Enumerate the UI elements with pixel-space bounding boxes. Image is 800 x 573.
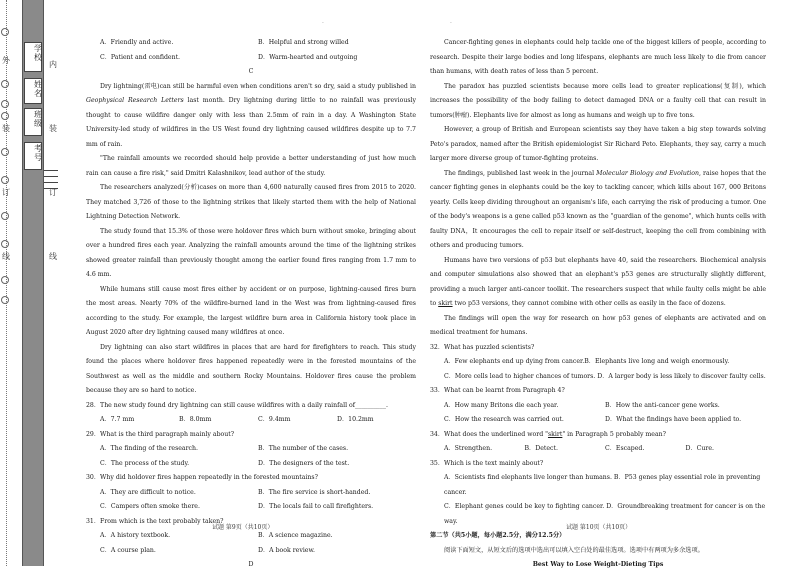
margin-rule <box>44 188 58 189</box>
paragraph: The study found that 15.3% of those were holdover fires which burn without smoke, bringing about over a hundred fires each year. Analyzing the rainfall amounts around the time of the lightning strikes showed greater rainfall than previously thought among the earlier found fires ranging from 1.7 mm to 4.6 mm. <box>86 227 416 278</box>
q33-options-row <box>430 413 766 428</box>
q33-option-d[interactable]: D．What the findings have been applied to. <box>605 416 742 423</box>
page-dot: · <box>322 20 324 27</box>
question-29: 29．What is the third paragraph mainly about? <box>86 430 235 438</box>
paragraph: Cancer-fighting genes in elephants could help tackle one of the biggest killers of people, according to research. Despite their large bodies and long lifespans, elephants are much less likely to die from cancer than humans, with death rates of less than 5 percent. <box>430 39 766 75</box>
q33-options-row <box>430 399 766 414</box>
paragraph: Dry lightning(雷电)can still be harmful even when conditions aren't so dry, said a study published in Geophysical Research Letters last month. Dry lightning during little to no rainfall was previously thought to cause wildfire danger only with less than 2.5mm of rain in a day. A Washington State University-led study of wildfires in the US West found dry lightning caused wildfires despite up to 7.7 mm of rain. <box>86 82 417 148</box>
class-label: 班级 <box>34 110 42 128</box>
q34-option-d[interactable]: D．Cure. <box>685 445 714 452</box>
q27-options-row <box>86 51 416 66</box>
q27-option-a[interactable]: A．Friendly and active. <box>100 39 174 46</box>
question-28: 28．The new study found dry lightning can still cause wildfires with a daily rainfall of__________. <box>86 401 388 409</box>
q27-option-d[interactable]: D．Warm-hearted and outgoing <box>258 53 358 61</box>
question-31: 31．From which is the text probably taken? <box>86 517 224 525</box>
q30-options-row <box>86 500 416 515</box>
q28-option-d[interactable]: D．10.2mm <box>337 416 374 423</box>
q30-option-c[interactable]: C．Campers often smoke there. <box>100 503 200 510</box>
page-footer-left: 试题 第9页（共10页） <box>212 524 274 531</box>
binding-margin <box>0 0 60 566</box>
page-footer-right: 试题 第10页（共10页） <box>566 524 632 531</box>
margin-word-zhuang: 装 <box>2 124 10 133</box>
paragraph: The paradox has puzzled scientists because more cells lead to greater replications(复制), which increases the possibility of the body failing to detect damaged DNA or a faulty cell that can result in tumors(肿瘤). Elephants live for almost as long as humans and weigh up to five tons. <box>430 82 766 119</box>
q31-option-d[interactable]: D．A book review. <box>258 546 315 554</box>
q29-options-row <box>86 457 416 472</box>
passage-title: Best Way to Lose Weight-Dieting Tips <box>532 561 664 568</box>
paragraph: While humans still cause most fires either by accident or on purpose, lightning-caused fires burn the most areas. Nearly 70% of the wildfire-burned land in the West was from lightning-caused fires according to the study. For example, the largest wildfire burn area in California history took place in August 2020 after dry lightning caused many wildfires at once. <box>86 285 416 336</box>
margin-word-xian: 线 <box>49 252 57 261</box>
paragraph: Humans have two versions of p53 but elephants have 40, said the researchers. Biochemical analysis and computer simulations also showed that an elephant's p53 genes are structurally slightly different, providing a much larger anti-cancer toolkit. The researchers suspect that while faulty cells might be able to skirt two p53 versions, they cannot combine with other cells as easily in the face of dozens. <box>430 256 766 307</box>
margin-rule <box>44 170 58 171</box>
margin-rule <box>44 182 58 183</box>
q29-option-d[interactable]: D．The designers of the test. <box>258 459 350 467</box>
question-35: 35．Which is the text mainly about? <box>430 459 544 467</box>
name-label: 姓名 <box>34 80 42 98</box>
right-column <box>430 36 766 573</box>
q31-option-a[interactable]: A．A history textbook. <box>100 532 171 539</box>
q31-option-b[interactable]: B．A science magazine. <box>258 532 333 539</box>
margin-word-wai: 外 <box>2 56 10 65</box>
question-34: 34．What does the underlined word "skirt" in Paragraph 5 probably mean? <box>430 430 666 438</box>
q34-option-c[interactable]: C．Escaped. <box>605 445 645 452</box>
journal-title: Molecular Biology and Evolution <box>596 169 700 177</box>
q34-option-b[interactable]: B．Detect. <box>524 445 558 452</box>
passage-letter-c: C <box>248 68 254 75</box>
q35-options-cd[interactable]: C．Elephant genes could be key to fighting cancer. D．Groundbreaking treatment for cancer is on the way. <box>444 503 766 525</box>
margin-word-xian: 线 <box>2 252 10 261</box>
q29-option-c[interactable]: C．The process of the study. <box>100 459 190 467</box>
question-30: 30．Why did holdover fires happen repeatedly in the forested mountains? <box>86 474 318 481</box>
paragraph: The researchers analyzed(分析)cases on more than 4,600 naturally caused fires from 2015 to 2020. They matched 3,726 of those to the lightning strikes that likely started them with the help of National Lightning Detection Network. <box>86 184 416 220</box>
q27-options-row <box>86 36 416 51</box>
q35-options-ab[interactable]: A．Scientists find elephants live longer than humans. B．P53 genes play essential role in preventing cancer. <box>444 474 761 496</box>
exam-number-label: 考号 <box>34 144 42 162</box>
paragraph: The findings, published last week in the journal Molecular Biology and Evolution, raise hopes that the cancer fighting genes in elephants could be the key to tackling cancer, which kills about 167, 000 Britons yearly. Cells keep dividing throughout an organism's life, each carrying the risk of producing a tumor. One of the body's weapons is a gene called p53 known as the "guardian of the genome", which hunts cells with faulty DNA，It encourages the cell to repair itself or self-destruct, keeping the cell from combining with others and producing tumors. <box>430 169 766 249</box>
question-32: 32．What has puzzled scientists? <box>430 343 535 351</box>
page-dot: · <box>450 20 452 27</box>
margin-circle <box>1 80 9 88</box>
section-instruction: 阅读下面短文，从短文后的选项中选出可以填入空白处的最佳选项。选项中有两项为多余选项。 <box>444 546 704 554</box>
margin-circle <box>1 28 9 36</box>
underlined-word: skirt <box>547 430 563 438</box>
underlined-word: skirt <box>438 300 453 307</box>
q32-options-cd[interactable]: C．More cells lead to higher chances of tumors. D．A larger body is less likely to discover faulty cells. <box>444 372 766 380</box>
q34-option-a[interactable]: A．Strengthen. <box>444 445 493 452</box>
margin-circle <box>1 240 9 248</box>
margin-word-zhuang: 装 <box>49 124 57 133</box>
q29-options-row <box>86 442 416 457</box>
q29-option-a[interactable]: A．The finding of the research. <box>100 445 198 452</box>
margin-circle <box>1 276 9 284</box>
paragraph: "The rainfall amounts we recorded should help provide a better understanding of just how much rain can cause a fire risk," said Dmitri Kalashnikov, lead author of the study. <box>86 155 416 177</box>
paragraph: Dry lightning can also start wildfires in places that are hard for firefighters to reach. This study found the places where holdover fires happened repeatedly were in the forested mountains of the Southwest as well as the middle and southern Rocky Mountains. Holdover fires cause the problem because they are so hard to notice. <box>86 343 416 394</box>
section-heading: 第二节（共5小题，每小题2.5分，满分12.5分） <box>430 532 566 539</box>
journal-title: Geophysical Research Letters <box>86 97 184 104</box>
q30-option-a[interactable]: A．They are difficult to notice. <box>100 488 196 496</box>
q33-option-b[interactable]: B．How the anti-cancer gene works. <box>605 401 720 409</box>
margin-word-ding: 订 <box>2 188 10 197</box>
q28-option-c[interactable]: C．9.4mm <box>258 416 291 423</box>
q31-options-row <box>86 529 416 544</box>
paragraph: However, a group of British and European scientists say they have taken a big step towards solving Peto's paradox, named after the British epidemiologist Sir Richard Peto. Elephants, they say, carry a much larger more diverse group of tumor-fighting proteins. <box>430 126 766 162</box>
margin-circle <box>1 212 9 220</box>
margin-circle <box>1 112 9 120</box>
q31-option-c[interactable]: C．A course plan. <box>100 546 156 554</box>
q30-options-row <box>86 486 416 501</box>
q27-option-c[interactable]: C．Patient and confident. <box>100 53 181 61</box>
q33-option-a[interactable]: A．How many Britons die each year. <box>444 401 559 409</box>
q34-options-row <box>430 442 766 457</box>
q33-option-c[interactable]: C．How the research was carried out. <box>444 416 564 423</box>
margin-circle <box>1 296 9 304</box>
q29-option-b[interactable]: B．The number of the cases. <box>258 445 349 452</box>
q28-option-a[interactable]: A．7.7 mm <box>100 416 135 423</box>
margin-word-nei: 内 <box>49 60 57 69</box>
q32-options-ab[interactable]: A．Few elephants end up dying from cancer.B．Elephants live long and weigh enormously. <box>444 358 730 365</box>
passage-letter-d: D <box>248 561 254 568</box>
left-column <box>86 36 416 573</box>
margin-circle <box>1 176 9 184</box>
margin-rule <box>44 176 58 177</box>
q31-options-row <box>86 544 416 559</box>
question-33: 33．What can be learnt from Paragraph 4? <box>430 387 565 394</box>
q30-option-d[interactable]: D．The locals fail to call firefighters. <box>258 503 374 510</box>
margin-circle <box>1 148 9 156</box>
q30-option-b[interactable]: B．The fire service is short-handed. <box>258 488 371 496</box>
school-label: 学校 <box>34 44 42 62</box>
q28-options-row <box>86 413 416 428</box>
margin-circle <box>1 100 9 108</box>
q27-option-b[interactable]: B．Helpful and strong willed <box>258 39 349 46</box>
margin-word-ding: 订 <box>49 188 57 197</box>
paragraph: The findings will open the way for research on how p53 genes of elephants are activated and on medical treatment for humans. <box>430 314 766 336</box>
q28-option-b[interactable]: B．8.0mm <box>179 416 212 423</box>
